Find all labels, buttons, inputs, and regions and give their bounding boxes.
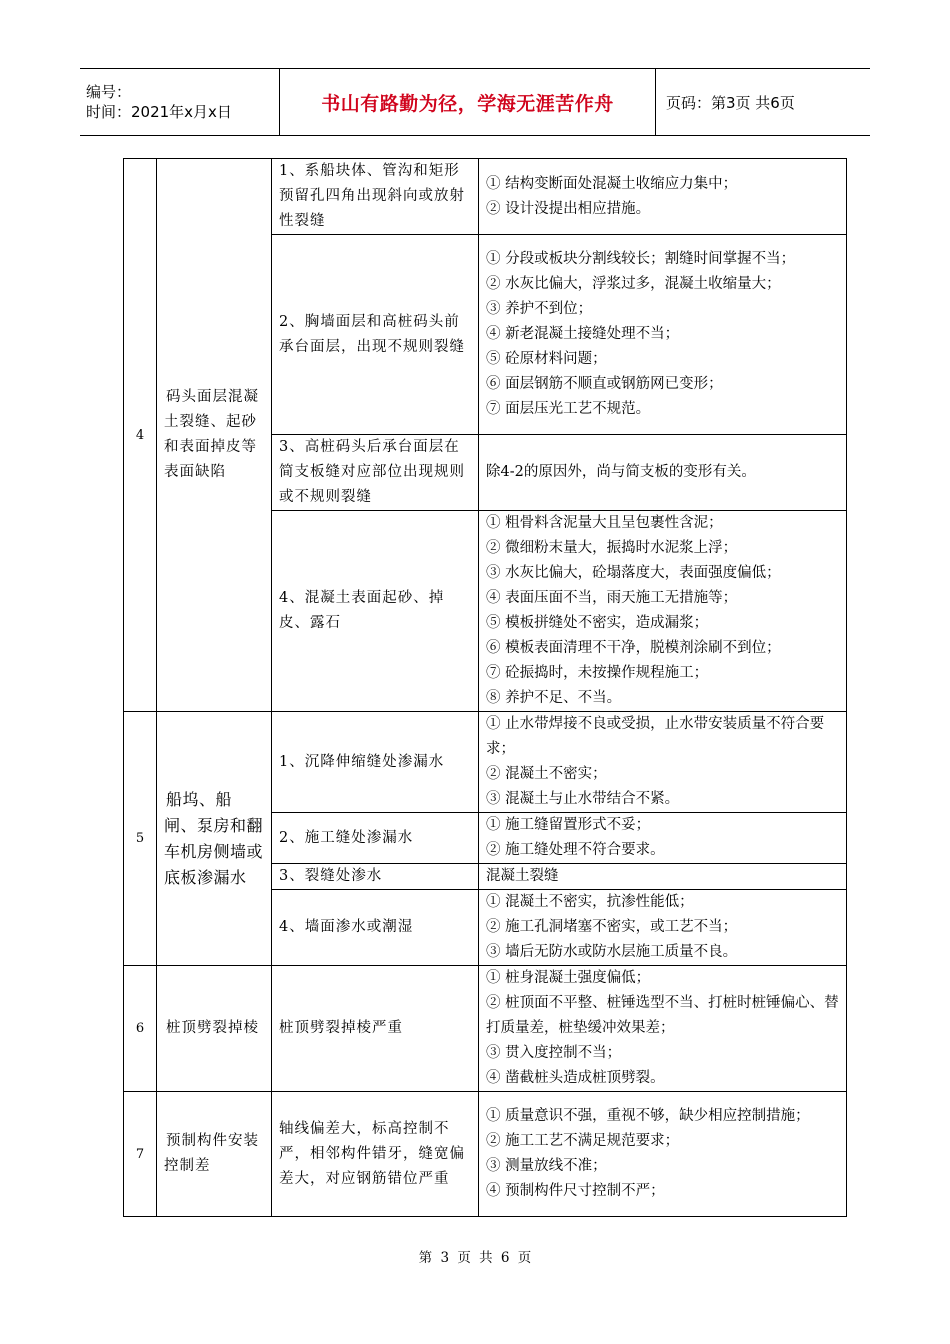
cause-item: ① 结构变断面处混凝土收缩应力集中； (486, 175, 738, 192)
defect-symptom: 3、裂缝处渗水 (272, 864, 479, 890)
defect-symptom: 4、墙面渗水或潮湿 (272, 890, 479, 966)
cause-item: ① 桩身混凝土强度偏低； (486, 970, 651, 986)
cause-item: ③ 贯入度控制不当； (486, 1045, 622, 1061)
cause-item: ③ 测量放线不准； (486, 1158, 607, 1174)
header-page-number: 页码：第3页 共6页 (666, 93, 795, 112)
defect-symptom: 1、系船块体、管沟和矩形预留孔四角出现斜向或放射性裂缝 (272, 159, 479, 235)
cause-item: ① 分段或板块分割线较长；割缝时间掌握不当； (486, 251, 796, 267)
defect-category (157, 966, 272, 1092)
cause-item: ⑦ 砼振捣时，未按操作规程施工； (486, 665, 709, 681)
cause-item: ⑦ 面层压光工艺不规范。 (486, 401, 651, 417)
table-row (124, 1092, 847, 1217)
row-number: 5 (124, 712, 157, 966)
table-row (124, 712, 847, 813)
defect-causes (479, 511, 847, 712)
page-header (80, 68, 870, 136)
defect-causes (479, 712, 847, 813)
document-number-label: 编号： (86, 83, 132, 101)
cause-item: ② 微细粉末量大，振捣时水泥浆上浮； (486, 540, 738, 556)
cause-item: ② 施工工艺不满足规范要求； (486, 1133, 680, 1149)
defect-symptom: 1、沉降伸缩缝处渗漏水 (272, 712, 479, 813)
cause-item: 除4-2的原因外，尚与简支板的变形有关。 (486, 464, 756, 480)
cause-item: ⑤ 砼原材料问题； (486, 351, 607, 367)
defect-causes (479, 1092, 847, 1217)
defect-category (157, 712, 272, 966)
cause-item: ② 施工缝处理不符合要求。 (486, 842, 665, 858)
defects-table-body (124, 159, 847, 1217)
row-number: 4 (124, 159, 157, 712)
defect-causes (479, 813, 847, 864)
cause-item: ① 施工缝留置形式不妥； (486, 817, 651, 833)
defect-category-text: 桩顶劈裂掉棱 (166, 1020, 259, 1036)
defect-causes (479, 864, 847, 890)
cause-item: ② 水灰比偏大，浮浆过多，混凝土收缩量大； (486, 276, 781, 292)
defect-symptom: 轴线偏差大，标高控制不严，相邻构件错牙，缝宽偏差大，对应钢筋错位严重 (272, 1092, 479, 1217)
cause-item: ③ 混凝土与止水带结合不紧。 (486, 791, 680, 807)
defect-causes (479, 235, 847, 435)
defect-causes (479, 435, 847, 511)
cause-item: ① 质量意识不强，重视不够，缺少相应控制措施； (486, 1108, 810, 1124)
cause-item: ③ 养护不到位； (486, 301, 593, 317)
cause-item: ② 桩顶面不平整、桩锤选型不当、打桩时桩锤偏心、替打质量差，桩垫缓冲效果差； (486, 995, 839, 1036)
defect-causes (479, 966, 847, 1092)
cause-item: ③ 水灰比偏大，砼塌落度大，表面强度偏低； (486, 565, 781, 581)
defect-causes (479, 890, 847, 966)
header-page-cell (656, 69, 870, 135)
cause-item: ② 混凝土不密实； (486, 766, 607, 782)
defect-symptom: 2、胸墙面层和高桩码头前承台面层，出现不规则裂缝 (272, 235, 479, 435)
cause-item: ② 施工孔洞堵塞不密实，或工艺不当； (486, 919, 738, 935)
cause-item: 混凝土裂缝 (486, 868, 559, 884)
cause-item: ⑥ 模板表面清理不干净，脱模剂涂刷不到位； (486, 640, 781, 656)
row-number: 7 (124, 1092, 157, 1217)
defect-category (157, 1092, 272, 1217)
cause-item: ① 止水带焊接不良或受损，止水带安装质量不符合要求； (486, 716, 825, 757)
cause-item: ④ 表面压面不当，雨天施工无措施等； (486, 590, 738, 606)
defect-causes (479, 159, 847, 235)
defect-symptom: 4、混凝土表面起砂、掉皮、露石 (272, 511, 479, 712)
cause-item: ⑧ 养护不足、不当。 (486, 690, 622, 706)
cause-item: ③ 墙后无防水或防水层施工质量不良。 (486, 944, 738, 960)
table-row (124, 966, 847, 1092)
defect-category-text: 船坞、船闸、泵房和翻车机房侧墙或底板渗漏水 (164, 789, 264, 887)
header-meta (80, 69, 280, 135)
cause-item: ⑤ 模板拼缝处不密实，造成漏浆； (486, 615, 709, 631)
cause-item: ④ 新老混凝土接缝处理不当； (486, 326, 680, 342)
header-motto: 书山有路勤为径，学海无涯苦作舟 (321, 92, 614, 115)
document-time-label: 时间：2021年x月x日 (86, 103, 232, 121)
defect-category-text: 码头面层混凝土裂缝、起砂和表面掉皮等表面缺陷 (164, 389, 259, 480)
defects-table (123, 158, 847, 1217)
page-footer: 第 3 页 共 6 页 (418, 1250, 532, 1266)
defect-symptom: 2、施工缝处渗漏水 (272, 813, 479, 864)
cause-item: ⑥ 面层钢筋不顺直或钢筋网已变形； (486, 376, 723, 392)
defect-category (157, 159, 272, 712)
cause-item: ④ 预制构件尺寸控制不严； (486, 1183, 665, 1199)
cause-item: ① 粗骨料含泥量大且呈包裹性含泥； (486, 515, 723, 531)
defect-symptom: 桩顶劈裂掉棱严重 (272, 966, 479, 1092)
cause-item: ② 设计没提出相应措施。 (486, 200, 651, 217)
header-motto-cell (280, 69, 656, 135)
cause-item: ④ 凿截桩头造成桩顶劈裂。 (486, 1070, 665, 1086)
defect-category-text: 预制构件安装控制差 (164, 1133, 259, 1174)
table-row (124, 159, 847, 235)
defect-symptom: 3、高桩码头后承台面层在简支板缝对应部位出现规则或不规则裂缝 (272, 435, 479, 511)
row-number: 6 (124, 966, 157, 1092)
cause-item: ① 混凝土不密实，抗渗性能低； (486, 894, 694, 910)
